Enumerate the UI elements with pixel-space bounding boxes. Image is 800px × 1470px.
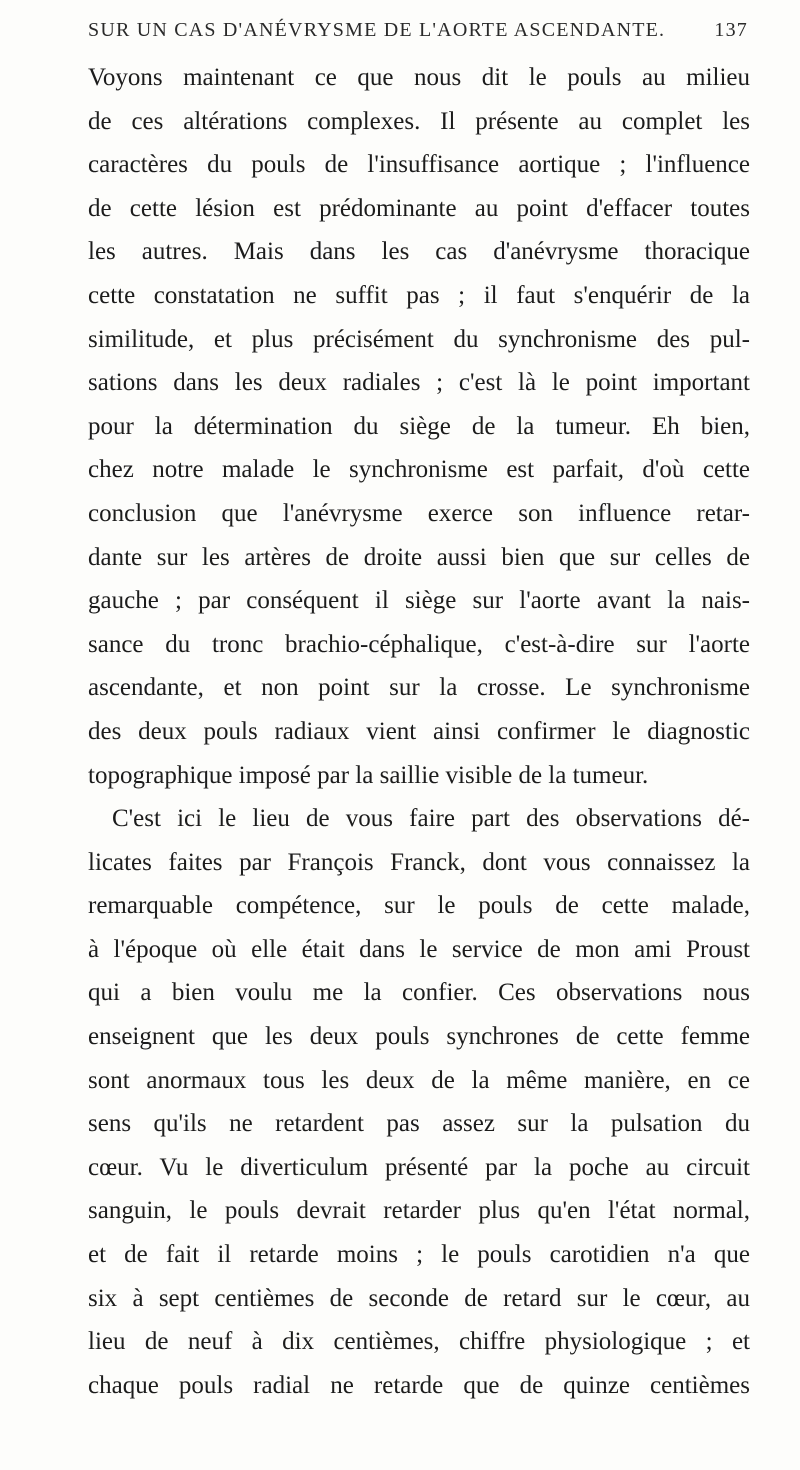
text-line: six à sept centièmes de seconde de retard sur le cœur, au (88, 1284, 750, 1312)
text-line: sance du tronc brachio-céphalique, c'est-à-dire sur l'aorte (88, 630, 750, 658)
text-line: et de fait il retarde moins ; le pouls carotidien n'a que (88, 1241, 750, 1269)
text-line: remarquable compétence, sur le pouls de cette malade, (88, 892, 750, 920)
text-line: Voyons maintenant ce que nous dit le pouls au milieu (88, 64, 750, 91)
text-line: à l'époque où elle était dans le service de mon ami Proust (88, 935, 750, 963)
text-line: dante sur les artères de droite aussi bien que sur celles de (88, 543, 750, 571)
text-line: caractères du pouls de l'insuffisance aortique ; l'influence (88, 151, 750, 179)
text-line: enseignent que les deux pouls synchrones de cette femme (88, 1023, 750, 1051)
text-line: similitude, et plus précisément du synchronisme des pul- (88, 325, 750, 353)
text-line: topographique imposé par la saillie visible de la tumeur. (88, 761, 649, 789)
text-line: conclusion que l'anévrysme exerce son influence retar- (88, 499, 750, 527)
text-line: sont anormaux tous les deux de la même manière, en ce (88, 1066, 750, 1094)
text-line: chaque pouls radial ne retarde que de quinze centièmes (88, 1371, 750, 1399)
text-line: pour la détermination du siège de la tumeur. Eh bien, (88, 412, 750, 440)
text-line: lieu de neuf à dix centièmes, chiffre physiologique ; et (88, 1328, 750, 1356)
text-line: gauche ; par conséquent il siège sur l'aorte avant la nais- (88, 587, 750, 615)
page-number: 137 (714, 18, 748, 41)
text-line: les autres. Mais dans les cas d'anévrysme thoracique (88, 238, 750, 266)
text-line: cette constatation ne suffit pas ; il faut s'enquérir de la (88, 281, 750, 309)
running-head (88, 12, 748, 48)
text-line: qui a bien voulu me la confier. Ces observations nous (88, 979, 750, 1007)
text-line: sations dans les deux radiales ; c'est là le point important (88, 369, 750, 397)
text-line: sanguin, le pouls devrait retarder plus qu'en l'état normal, (88, 1197, 750, 1225)
text-line: C'est ici le lieu de vous faire part des observations dé- (112, 805, 750, 833)
body-text (88, 56, 750, 1407)
text-line: cœur. Vu le diverticulum présenté par la poche au circuit (88, 1153, 750, 1181)
text-line: de cette lésion est prédominante au point d'effacer toutes (88, 194, 750, 222)
text-line: de ces altérations complexes. Il présente au complet les (88, 107, 750, 135)
text-line: licates faites par François Franck, dont vous connaissez la (88, 848, 750, 876)
text-line: ascendante, et non point sur la crosse. Le synchronisme (88, 674, 750, 702)
text-line: des deux pouls radiaux vient ainsi confirmer le diagnostic (88, 717, 750, 745)
text-line: sens qu'ils ne retardent pas assez sur la pulsation du (88, 1110, 750, 1138)
running-head-title: SUR UN CAS D'ANÉVRYSME DE L'AORTE ASCENDANTE. (88, 18, 666, 41)
text-line: chez notre malade le synchronisme est parfait, d'où cette (88, 456, 750, 484)
